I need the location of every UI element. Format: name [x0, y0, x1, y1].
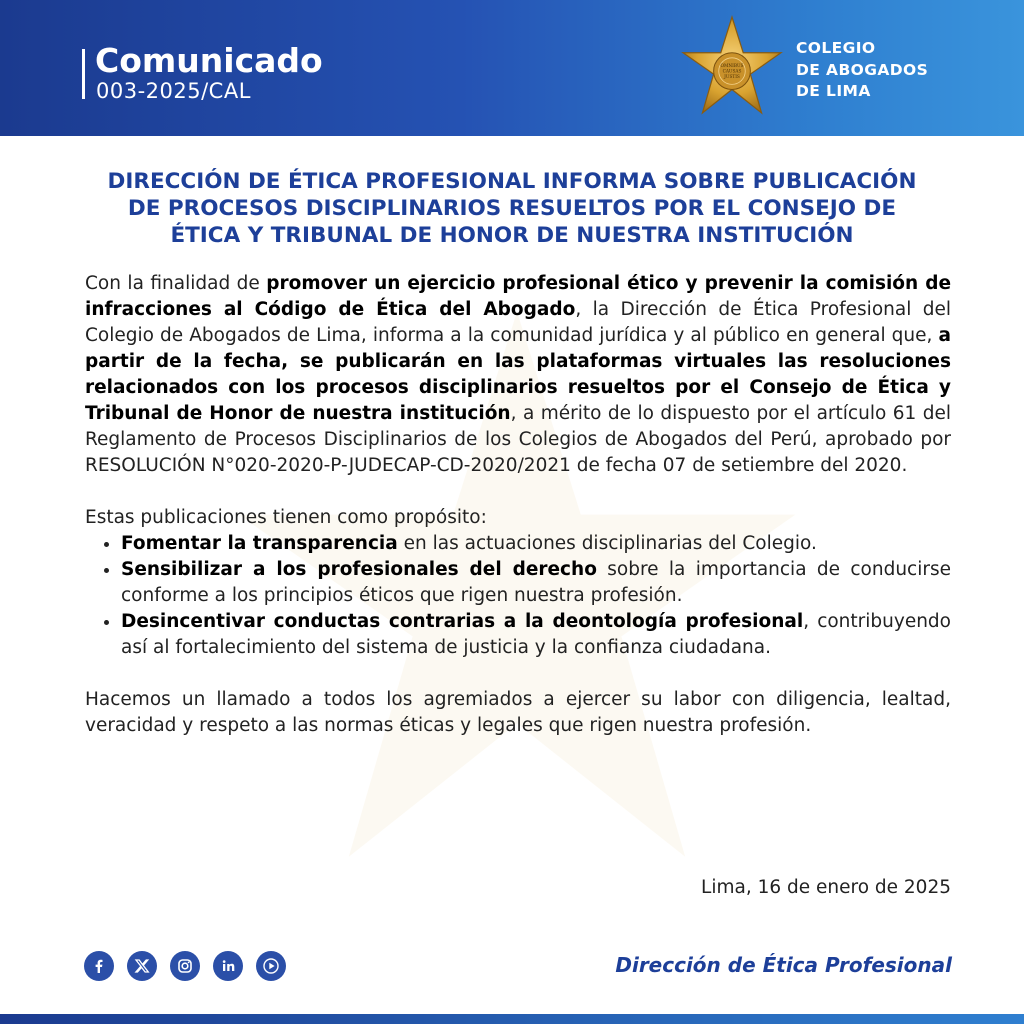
instagram-icon[interactable]: [170, 951, 200, 981]
svg-text:JUSTIS: JUSTIS: [724, 75, 740, 81]
purpose-intro: Estas publicaciones tienen como propósito:: [85, 507, 487, 528]
signature: Dirección de Ética Profesional: [615, 953, 952, 977]
communique-code: 003-2025/CAL: [96, 79, 251, 103]
issue-date: Lima, 16 de enero de 2025: [701, 877, 951, 898]
header-title: Comunicado: [95, 41, 323, 80]
announcement-body: [85, 271, 951, 739]
linkedin-icon[interactable]: [213, 951, 243, 981]
org-line: DE ABOGADOS: [796, 60, 929, 79]
svg-text:CAUSAS: CAUSAS: [722, 69, 742, 75]
facebook-icon[interactable]: [84, 951, 114, 981]
organization-name: [796, 38, 928, 103]
title-line: ÉTICA Y TRIBUNAL DE HONOR DE NUESTRA INSTITUCIÓN: [170, 223, 854, 248]
header-banner: [0, 0, 1024, 136]
paragraph-closing: Hacemos un llamado a todos los agremiados a ejercer su labor con diligencia, lealtad, veracidad y respeto a las normas éticas y legales que rigen nuestra profesión.: [85, 689, 951, 736]
header-divider: [82, 49, 85, 99]
footer-bar: [0, 1014, 1024, 1024]
paragraph-intro: Con la finalidad de promover un ejercicio profesional ético y prevenir la comisión de infracciones al Código de Ética del Abogado, la Dirección de Ética Profesional del Colegio de Abogados de Lima, informa a la comunidad jurídica y al público en general que, a partir de la fecha, se publicarán en las plataformas virtuales las resoluciones relacionados con los procesos disciplinarios resueltos por el Consejo de Ética y Tribunal de Honor de nuestra institución, a mérito de lo dispuesto por el artículo 61 del Reglamento de Procesos Disciplinarios de los Colegios de Abogados del Perú, aprobado por RESOLUCIÓN N°020-2020-P-JUDECAP-CD-2020/2021 de fecha 07 de setiembre del 2020.: [85, 273, 951, 476]
svg-text:OMNIBUS: OMNIBUS: [720, 64, 744, 70]
announcement-title: [70, 168, 954, 249]
title-line: DIRECCIÓN DE ÉTICA PROFESIONAL INFORMA SOBRE PUBLICACIÓN: [107, 169, 917, 194]
org-line: COLEGIO: [796, 39, 876, 57]
list-item: • Desincentivar conductas contrarias a la deontología profesional, contribuyendo así al fortalecimiento del sistema de justicia y la confianza ciudadana.: [121, 609, 951, 661]
list-item: • Fomentar la transparencia en las actuaciones disciplinarias del Colegio.: [121, 531, 951, 557]
x-icon[interactable]: [127, 951, 157, 981]
star-seal-logo-icon: [681, 14, 783, 118]
org-line: DE LIMA: [796, 82, 871, 100]
list-item: • Sensibilizar a los profesionales del derecho sobre la importancia de conducirse conforme a los principios éticos que rigen nuestra profesión.: [121, 557, 951, 609]
purpose-list: [85, 531, 951, 661]
title-line: DE PROCESOS DISCIPLINARIOS RESUELTOS POR EL CONSEJO DE: [127, 196, 897, 221]
youtube-icon[interactable]: [256, 951, 286, 981]
